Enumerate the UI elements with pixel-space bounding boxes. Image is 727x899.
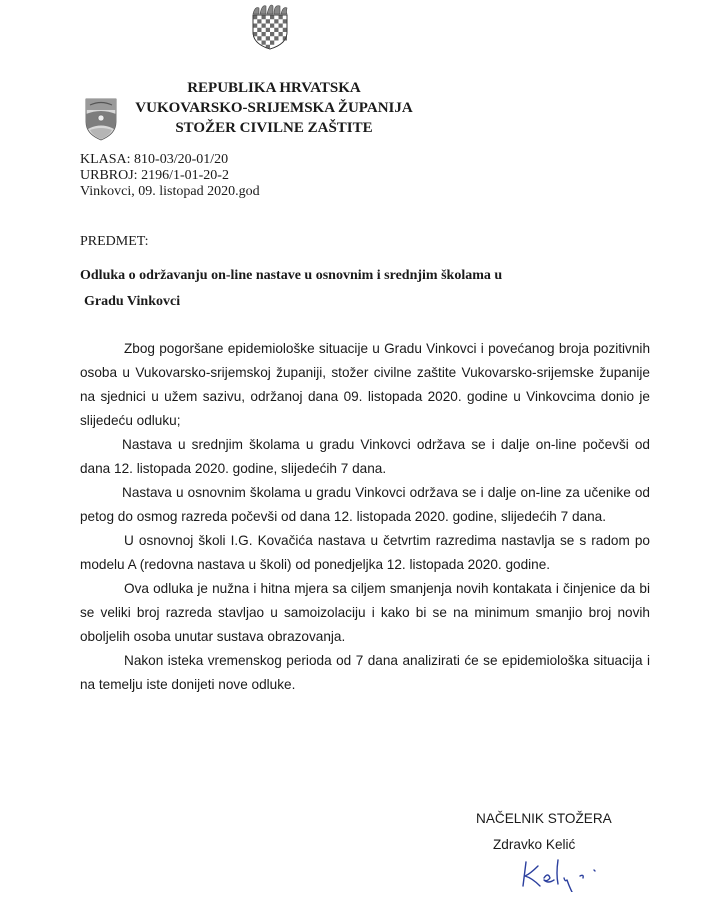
county-name: VUKOVARSKO-SRIJEMSKA ŽUPANIJA: [135, 100, 413, 116]
signatory-name: Zdravko Kelić: [493, 837, 576, 852]
urbroj-line: URBROJ: 2196/1-01-20-2: [80, 168, 229, 183]
reference-block: [80, 152, 260, 200]
country-name: REPUBLIKA HRVATSKA: [187, 80, 361, 96]
paragraph-review: Nakon isteka vremenskog perioda od 7 dana analizirati će se epidemiološka situacija i na temelju iste donijeti nove odluke.: [80, 653, 650, 692]
paragraph-measure-rationale: Ova odluka je nužna i hitna mjera sa ciljem smanjenja novih kontakata i činjenice da bi se veliki broj razreda stavljao u samoizolaciju i kako bi se na minimum smanjio broj novih oboljelih osoba unutar sustava obrazovanja.: [80, 581, 650, 644]
handwritten-signature: [514, 856, 614, 892]
decision-body: [80, 337, 650, 697]
place-date-line: Vinkovci, 09. listopad 2020.god: [80, 184, 260, 199]
klasa-line: KLASA: 810-03/20-01/20: [80, 152, 229, 167]
paragraph-primary-schools: Nastava u osnovnim školama u gradu Vinkovci održava se i dalje on-line za učenike od petog do osmog razreda počevši od dana 12. listopada 2020. godine, slijedećih 7 dana.: [80, 485, 650, 524]
office-name: STOŽER CIVILNE ZAŠTITE: [175, 120, 373, 136]
county-coat-of-arms-icon: [82, 96, 120, 142]
subject-label: PREDMET:: [80, 234, 149, 249]
paragraph-intro: Zbog pogoršane epidemiološke situacije u Gradu Vinkovci i povećanog broja pozitivnih osoba u Vukovarsko-srijemskoj županiji, stožer civilne zaštite Vukovarsko-srijemske županije na sjednici u užem sazivu, održanoj dana 09. listopada 2020. godine u Vinkovcima donio je slijedeću odluku;: [80, 341, 650, 428]
paragraph-kovacic-school: U osnovnoj školi I.G. Kovačića nastava u četvrtim razredima nastavlja se s radom po modelu A (redovna nastava u školi) od ponedjeljka 12. listopada 2020. godine.: [80, 533, 650, 572]
croatian-coat-of-arms-icon: [250, 2, 290, 50]
letterhead: [124, 78, 424, 138]
subject-title-line-2: Gradu Vinkovci: [84, 294, 181, 309]
paragraph-secondary-schools: Nastava u srednjim školama u gradu Vinkovci održava se i dalje on-line počevši od dana 12. listopada 2020. godine, slijedećih 7 dana.: [80, 437, 650, 476]
subject-title: [80, 263, 640, 315]
signature-block: [476, 806, 646, 858]
subject-title-line-1: Odluka o održavanju on-line nastave u osnovnim i srednjim školama u: [80, 268, 503, 283]
signatory-title: NAČELNIK STOŽERA: [476, 811, 612, 826]
